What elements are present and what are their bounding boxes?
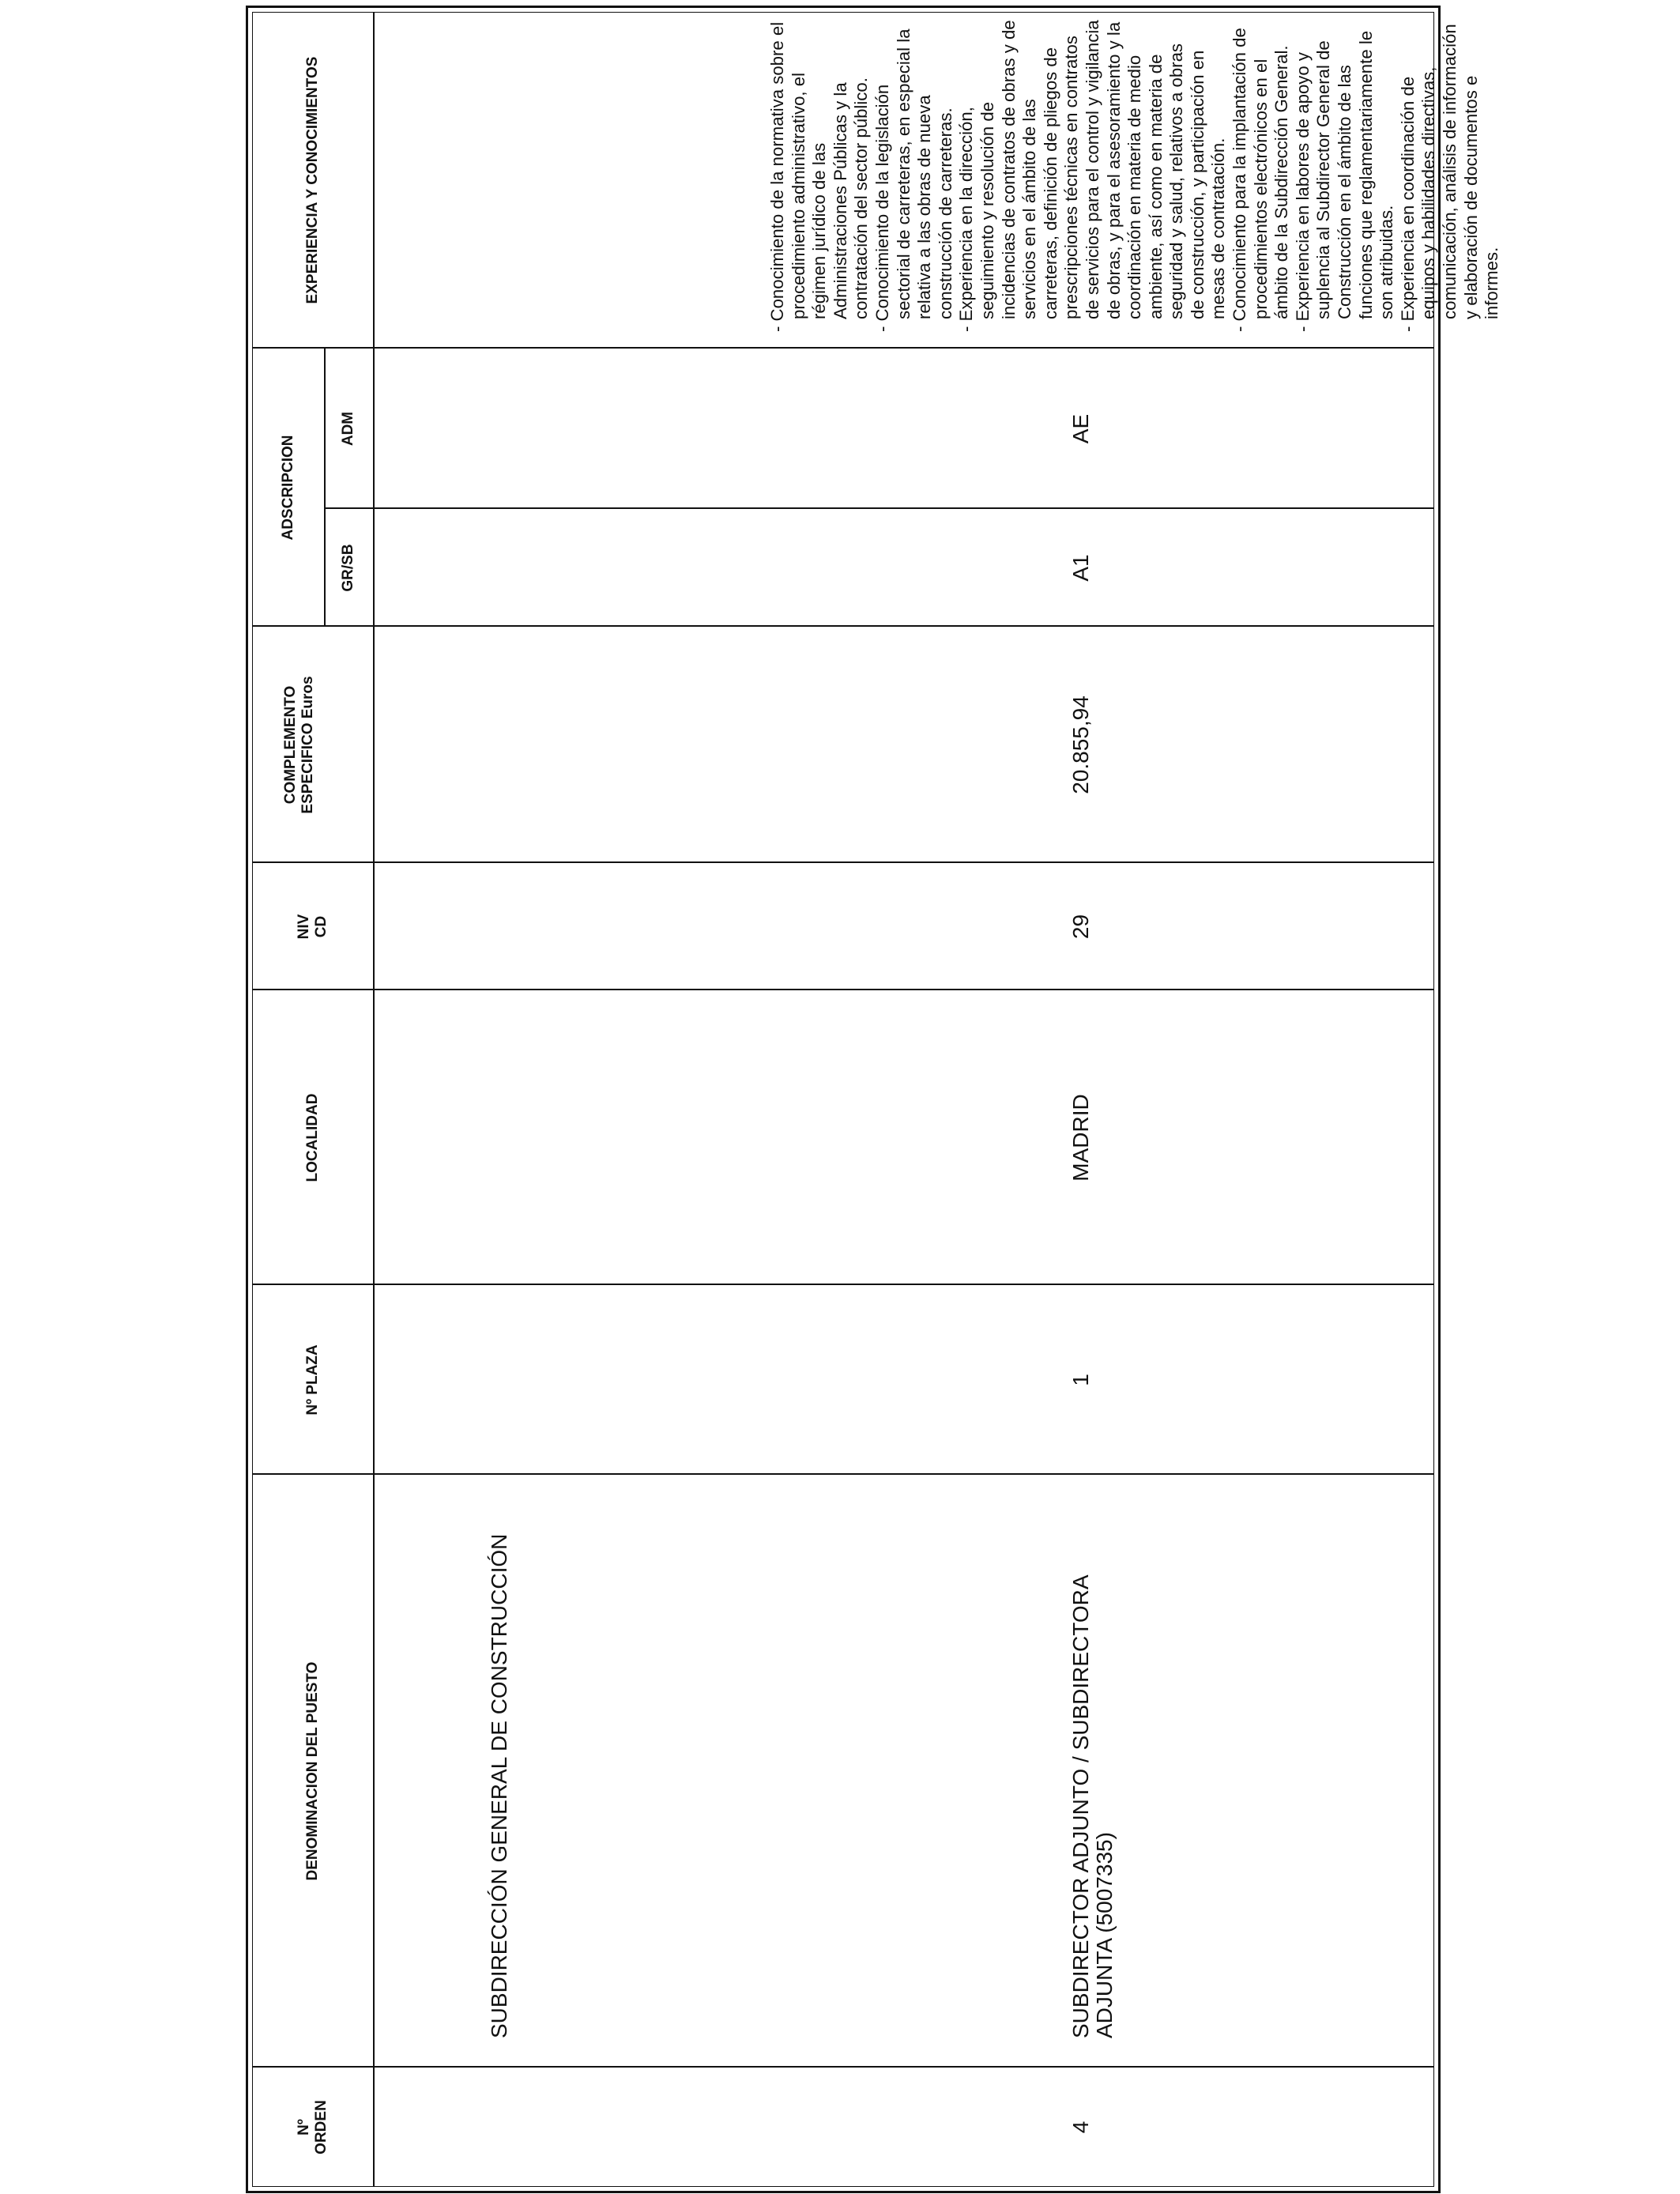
header-grsb: GR/SB: [340, 544, 356, 592]
table-inner-border: [252, 12, 1434, 2187]
experiencia-item: - Conocimiento de la legislación sectorial de carreteras, en especial la relativa a las obras de nueva construcción de carreteras.: [872, 20, 956, 332]
cell-nivel: 29: [1068, 914, 1093, 940]
cell-grsb: A1: [1068, 554, 1093, 582]
rotated-table: [246, 6, 1502, 2193]
header-denominacion: DENOMINACION DEL PUESTO: [303, 1661, 321, 1881]
experiencia-item: - Experiencia en coordinación de equipos y habilidades directivas, comunicación, análisis de información y elaboración de documentos e informes.: [1398, 20, 1503, 332]
experiencia-item: - Conocimiento para la implantación de procedimientos electrónicos en el ámbito de la Subdirección General.: [1230, 20, 1293, 332]
cell-orden: 4: [1068, 2120, 1093, 2134]
experiencia-item: - Experiencia en la dirección, seguimiento y resolución de incidencias de contratos de obras y de servicios en el ámbito de las carreteras, definición de pliegos de prescripciones técnicas en contratos de servicios para el control y vigilancia de obras, y para el asesoramiento y la coordinación en materia de medio ambiente, así como en materia de seguridad y salud, relativos a obras de construcción, y participación en mesas de contratación.: [956, 20, 1230, 332]
experiencia-item: - Experiencia en labores de apoyo y suplencia al Subdirector General de Construcción en el ámbito de las funciones que reglamentariamente le son atribuidas.: [1293, 20, 1398, 332]
col-divider: [252, 1473, 1434, 1475]
header-experiencia: EXPERIENCIA Y CONOCIMIENTOS: [303, 56, 321, 304]
cell-complemento: 20.855,94: [1068, 696, 1093, 794]
header-localidad: LOCALIDAD: [303, 1093, 321, 1182]
experiencia-item: - Conocimiento de la normativa sobre el procedimiento administrativo, el régimen jurídico de las Administraciones Públicas y la contratación del sector público.: [767, 20, 872, 332]
col-divider: [252, 989, 1434, 990]
col-divider: [252, 1284, 1434, 1285]
adscripcion-split: [373, 507, 1434, 509]
cell-adm: AE: [1068, 413, 1093, 444]
section-title: SUBDIRECCIÓN GENERAL DE CONSTRUCCIÓN: [487, 1533, 511, 2038]
header-adm: ADM: [340, 411, 356, 447]
cell-denominacion: SUBDIRECTOR ADJUNTO / SUBDIRECTORA ADJUNTA (5007335): [1068, 1576, 1117, 2038]
col-divider: [252, 625, 1434, 627]
header-divider: [373, 12, 375, 2187]
col-divider: [252, 347, 1434, 349]
header-nivel: NIV CD: [295, 914, 330, 940]
cell-localidad: MADRID: [1068, 1094, 1093, 1182]
header-adscripcion: ADSCRIPCION: [279, 435, 296, 541]
header-plaza: Nº PLAZA: [303, 1344, 321, 1416]
cell-plaza: 1: [1068, 1374, 1093, 1386]
header-orden: Nº ORDEN: [295, 2100, 330, 2154]
header-complemento: COMPLEMENTO ESPECIFICO Euros: [282, 676, 316, 814]
col-divider: [252, 861, 1434, 863]
col-divider: [252, 2066, 1434, 2068]
cell-experiencia: [767, 20, 1503, 332]
